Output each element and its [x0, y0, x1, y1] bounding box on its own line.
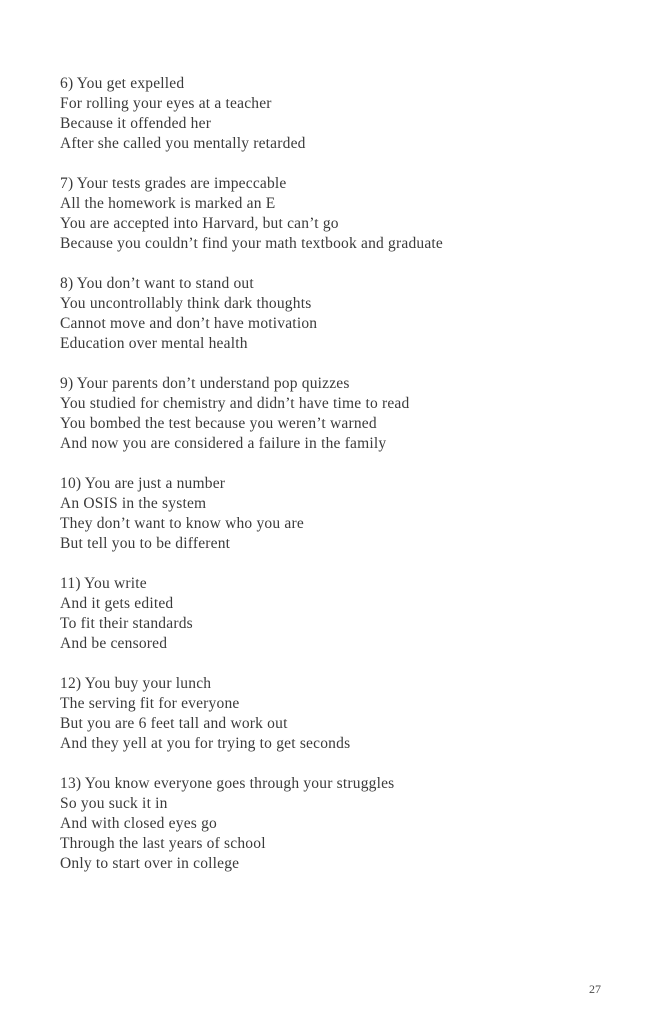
poem-stanza: [60, 674, 623, 754]
poem-line: 7) Your tests grades are impeccable: [60, 175, 287, 192]
poem-line: 8) You don’t want to stand out: [60, 275, 254, 292]
poem-stanza: [60, 174, 623, 254]
poem-line: And they yell at you for trying to get seconds: [60, 735, 351, 752]
poem-line: 11) You write: [60, 575, 147, 592]
poem-line: They don’t want to know who you are: [60, 515, 304, 532]
poem-line: And now you are considered a failure in the family: [60, 435, 387, 452]
poem-line: Only to start over in college: [60, 855, 240, 872]
poem-stanza: [60, 774, 623, 874]
poem-line: But tell you to be different: [60, 535, 231, 552]
poem-stanza: [60, 274, 623, 354]
poem-line: So you suck it in: [60, 795, 168, 812]
poem-line: To fit their standards: [60, 615, 193, 632]
poem-line: All the homework is marked an E: [60, 195, 276, 212]
poem-line: You are accepted into Harvard, but can’t go: [60, 215, 339, 232]
poem-line: 13) You know everyone goes through your struggles: [60, 775, 395, 792]
poem-stanza: [60, 374, 623, 454]
page-footer: [589, 980, 601, 998]
poem-line: After she called you mentally retarded: [60, 135, 306, 152]
poem-line: And be censored: [60, 635, 168, 652]
poem-line: 10) You are just a number: [60, 475, 226, 492]
poem-line: 6) You get expelled: [60, 75, 185, 92]
poem-line: And with closed eyes go: [60, 815, 217, 832]
poem-line: You uncontrollably think dark thoughts: [60, 295, 312, 312]
poem-line: Education over mental health: [60, 335, 248, 352]
poem-line: For rolling your eyes at a teacher: [60, 95, 272, 112]
page-number: 27: [589, 982, 601, 996]
poem-stanza: [60, 474, 623, 554]
poem-line: 12) You buy your lunch: [60, 675, 212, 692]
poem-line: But you are 6 feet tall and work out: [60, 715, 288, 732]
poem-line: Because you couldn’t find your math textbook and graduate: [60, 235, 444, 252]
poem-body: [60, 74, 623, 894]
poem-line: And it gets edited: [60, 595, 174, 612]
poem-line: You bombed the test because you weren’t warned: [60, 415, 377, 432]
poem-line: Cannot move and don’t have motivation: [60, 315, 318, 332]
poem-line: An OSIS in the system: [60, 495, 207, 512]
poem-line: Because it offended her: [60, 115, 212, 132]
poem-line: 9) Your parents don’t understand pop quizzes: [60, 375, 350, 392]
poem-line: You studied for chemistry and didn’t have time to read: [60, 395, 410, 412]
poem-stanza: [60, 574, 623, 654]
poem-stanza: [60, 74, 623, 154]
poem-line: The serving fit for everyone: [60, 695, 240, 712]
poem-line: Through the last years of school: [60, 835, 266, 852]
